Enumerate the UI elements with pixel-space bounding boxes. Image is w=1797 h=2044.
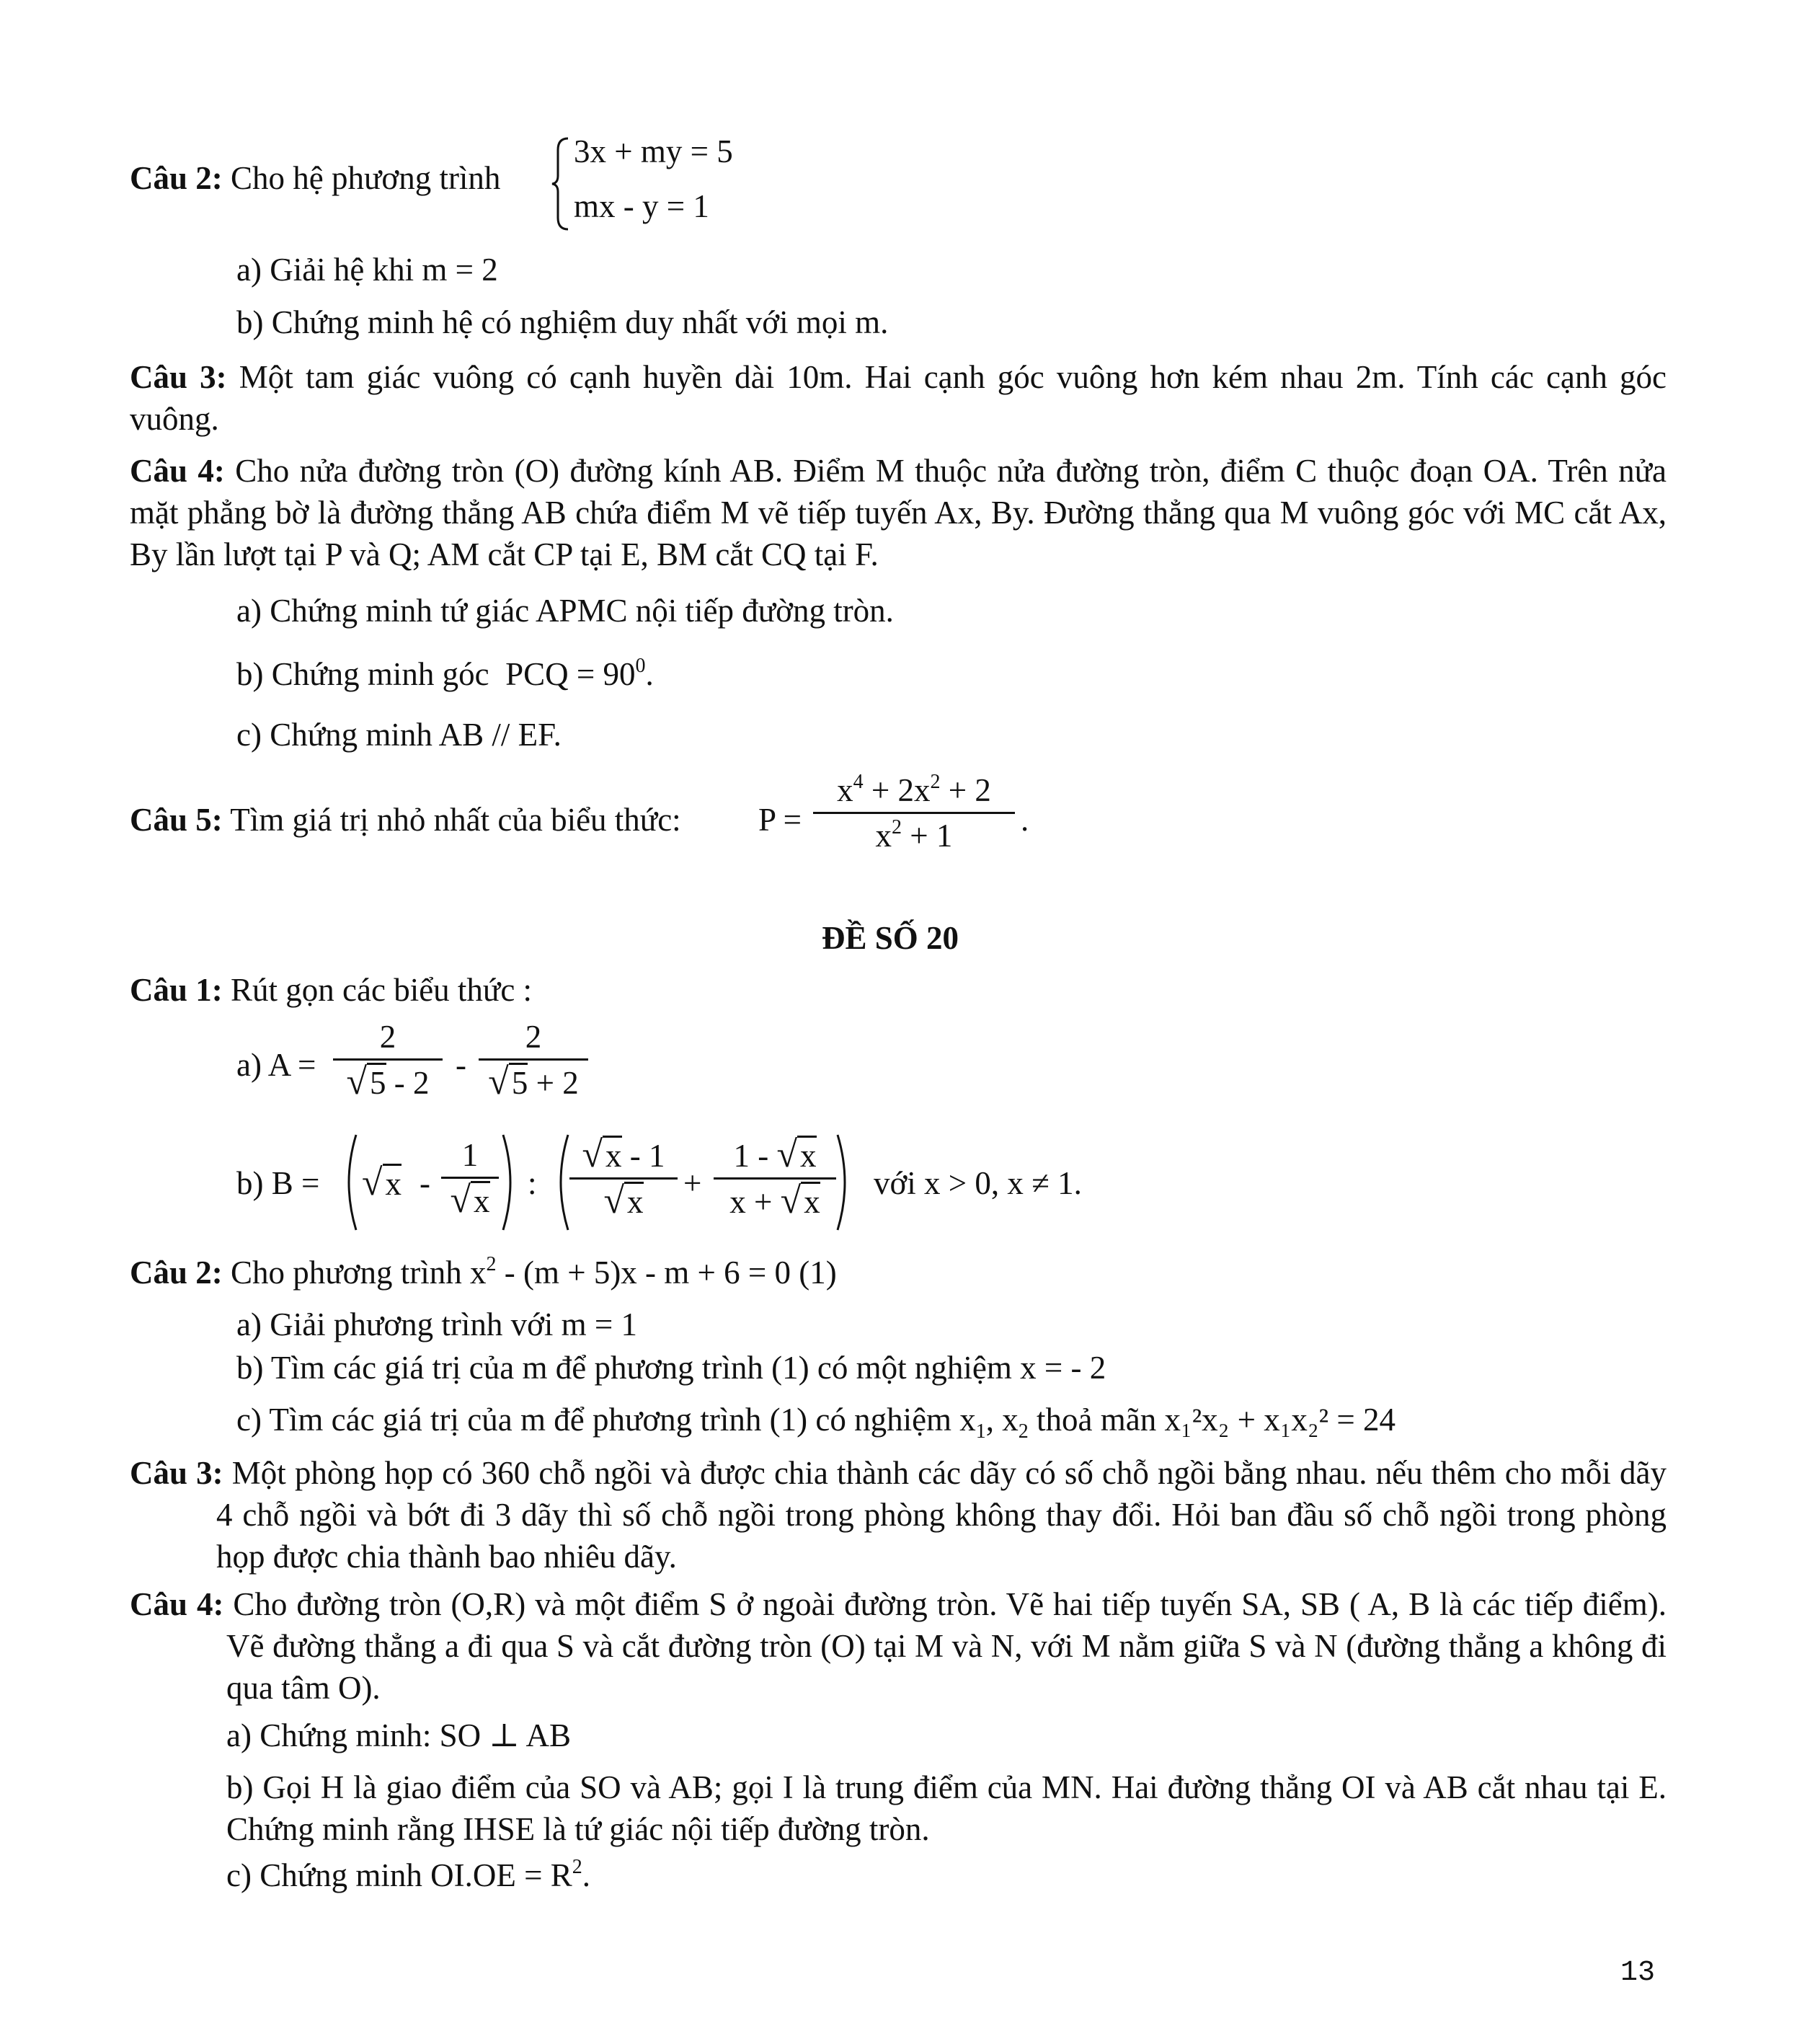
exam-title: ĐỀ SỐ 20 — [822, 920, 959, 956]
cau2-part-b: b) Chứng minh hệ có nghiệm duy nhất với mọi m. — [236, 304, 889, 340]
cau4-semicircle-question — [130, 450, 1667, 575]
left-paren-icon — [551, 1132, 571, 1233]
a-minus: - — [456, 1047, 466, 1083]
de20-cau2-part-b: b) Tìm các giá trị của m để phương trình (1) có một nghiệm x = - 2 — [236, 1350, 1106, 1386]
de20-cau4-question — [130, 1583, 1667, 1709]
system-equation-1: 3x + my = 5 — [574, 133, 733, 169]
b-minus: - — [420, 1165, 430, 1201]
cau5-min-question — [130, 799, 681, 841]
b-sqrt-x: √x — [362, 1162, 402, 1203]
de20-cau2-part-c: c) Tìm các giá trị của m để phương trình (1) có nghiệm $x_1$, $x_2$ thoả mãn x₁²x₂ + x₁x₂² = 24 — [236, 1402, 1396, 1443]
question-text: Cho đường tròn (O,R) và một điểm S ở ngoài đường tròn. Vẽ hai tiếp tuyến SA, SB ( A, B là các tiếp điểm). Vẽ đường thẳng a đi qua S và cắt đường tròn (O) tại M và N, với M nằm giữa S và N (đường thẳng a không đi qua tâm O). — [226, 1586, 1667, 1706]
b-fraction-2: √x - 1 √x — [569, 1138, 678, 1219]
p-end: . — [1021, 802, 1029, 838]
b-condition: với x > 0, x ≠ 1. — [874, 1165, 1082, 1201]
left-brace-icon — [549, 136, 571, 232]
de20-cau2-part-a: a) Giải phương trình với m = 1 — [236, 1306, 638, 1342]
question-text: Một phòng họp có 360 chỗ ngồi và được chia thành các dãy có số chỗ ngồi bằng nhau. nếu thêm cho mỗi dãy 4 chỗ ngồi và bớt đi 3 dãy thì số chỗ ngồi trong phòng không thay đổi. Hỏi ban đầu số chỗ ngồi trong phòng họp được chia thành bao nhiêu dãy. — [216, 1455, 1667, 1575]
b-fraction-1: 1 √x — [441, 1138, 499, 1218]
a-fraction-1: 2 √5 - 2 — [333, 1019, 443, 1100]
page-number: 13 — [1620, 1957, 1656, 1989]
de20-cau3-question — [130, 1452, 1667, 1578]
question-text: Cho hệ phương trình — [231, 160, 501, 196]
question-text: Rút gọn các biểu thức : — [231, 972, 533, 1008]
de20-cau4-part-a: a) Chứng minh: SO ⊥ AB — [226, 1717, 571, 1753]
question-text: Tìm giá trị nhỏ nhất của biểu thức: — [230, 802, 681, 838]
question-label: Câu 3: — [130, 1455, 223, 1491]
cau4-part-c: c) Chứng minh AB // EF. — [236, 717, 562, 753]
de20-cau4-part-b: b) Gọi H là giao điểm của SO và AB; gọi I là trung điểm của MN. Hai đường thẳng OI và AB cắt nhau tại E. Chứng minh rằng IHSE là tứ giác nội tiếp đường tròn. — [226, 1769, 1667, 1847]
de20-cau2-question — [130, 1252, 837, 1293]
cau3-triangle-question — [130, 356, 1667, 440]
question-label: Câu 1: — [130, 972, 223, 1008]
p-fraction — [813, 773, 1015, 853]
p-denominator: $x^2 + 1$ — [875, 816, 953, 854]
p-lhs: P = — [758, 802, 802, 838]
question-label: Câu 4: — [130, 1586, 224, 1622]
angle-expression: PCQ = $90^0$. — [505, 655, 654, 692]
question-label: Câu 3: — [130, 359, 227, 395]
b-lhs: b) B = — [236, 1165, 320, 1201]
p-numerator: $x^4 + 2x^2 + 2$ — [837, 771, 991, 808]
right-paren-icon — [835, 1132, 855, 1233]
a-lhs: a) A = — [236, 1047, 316, 1083]
question-text: Một tam giác vuông có cạnh huyền dài 10m. Hai cạnh góc vuông hơn kém nhau 2m. Tính các cạnh góc vuông. — [130, 359, 1667, 437]
system-equation-2: mx - y = 1 — [574, 188, 709, 224]
b-colon: : — [528, 1165, 537, 1201]
right-paren-icon — [500, 1132, 520, 1233]
question-label: Câu 2: — [130, 160, 223, 196]
de20-cau4-part-c: c) Chứng minh $OI.OE = R^2$. — [226, 1856, 590, 1893]
cau4-part-a: a) Chứng minh tứ giác APMC nội tiếp đường tròn. — [236, 593, 894, 629]
a-fraction-2: 2 √5 + 2 — [479, 1019, 588, 1100]
de20-cau1-question — [130, 969, 532, 1011]
equation-text: Cho phương trình $x^2 - (m + 5)x - m + 6 = 0$ (1) — [231, 1253, 837, 1291]
condition-expression: x₁²x₂ + x₁x₂² = 24 — [1164, 1402, 1396, 1438]
b-plus: + — [683, 1165, 702, 1201]
left-paren-icon — [339, 1132, 359, 1233]
b-fraction-3: 1 - √x x + √x — [714, 1138, 836, 1219]
question-text: Cho nửa đường tròn (O) đường kính AB. Điểm M thuộc nửa đường tròn, điểm C thuộc đoạn OA. Trên nửa mặt phẳng bờ là đường thẳng AB chứa điểm M vẽ tiếp tuyến Ax, By. Đường thẳng qua M vuông góc với MC cắt Ax, By lần lượt tại P và Q; AM cắt CP tại E, BM cắt CQ tại F. — [130, 453, 1667, 572]
cau2-system-question — [130, 157, 500, 199]
question-label: Câu 2: — [130, 1255, 223, 1291]
question-label: Câu 4: — [130, 453, 225, 489]
cau4-part-b: b) Chứng minh góc PCQ = $90^0$. — [236, 655, 654, 692]
question-label: Câu 5: — [130, 802, 223, 838]
cau2-part-a: a) Giải hệ khi m = 2 — [236, 252, 498, 288]
